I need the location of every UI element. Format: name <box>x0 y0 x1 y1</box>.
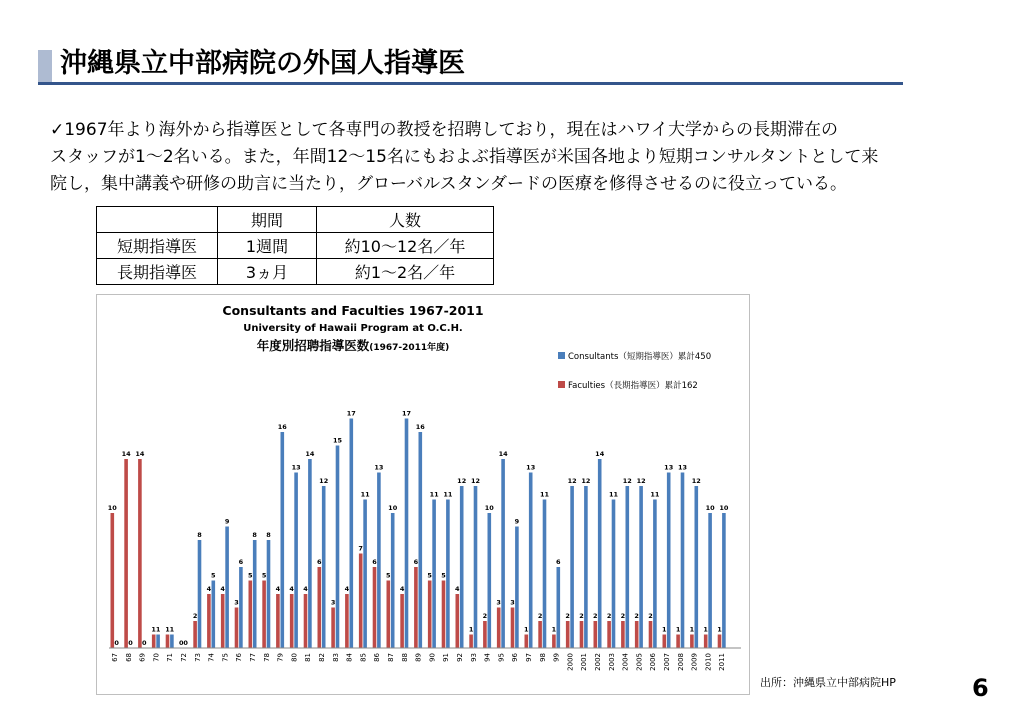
bar-faculties <box>235 608 239 649</box>
value-label-consultants: 13 <box>664 463 674 472</box>
x-tick-label: 2011 <box>718 653 727 671</box>
bar-chart <box>97 295 749 694</box>
bar-consultants <box>363 500 367 649</box>
bar-faculties <box>538 621 542 648</box>
chart-title: Consultants and Faculties 1967-2011 <box>222 303 484 318</box>
bar-faculties <box>621 621 625 648</box>
x-tick-label: 76 <box>235 653 244 662</box>
value-label-consultants: 11 <box>608 490 619 499</box>
value-label-faculties: 1 <box>689 625 695 634</box>
bar-consultants <box>156 635 160 649</box>
bar-faculties <box>690 635 694 649</box>
chart-frame <box>96 294 750 695</box>
bar-consultants <box>515 527 519 649</box>
value-label-consultants: 0 <box>183 639 188 647</box>
value-label-faculties: 4 <box>344 585 350 593</box>
bar-faculties <box>718 635 722 649</box>
value-label-consultants: 11 <box>443 490 453 499</box>
value-label-faculties: 5 <box>248 571 253 580</box>
x-tick-label: 2002 <box>594 653 602 671</box>
value-label-faculties: 5 <box>261 571 267 580</box>
value-label-consultants: 11 <box>360 490 370 499</box>
chart-subtitle: University of Hawaii Program at O.C.H. <box>243 323 463 334</box>
bar-consultants <box>695 486 699 648</box>
bar-consultants <box>170 635 174 649</box>
bar-faculties <box>607 621 611 648</box>
value-label-consultants: 11 <box>429 490 439 499</box>
value-label-faculties: 1 <box>468 625 474 634</box>
legend-label-consultants: Consultants（短期指導医）累計450 <box>568 352 712 362</box>
bar-faculties <box>193 621 197 648</box>
bar-consultants <box>639 486 643 648</box>
bar-consultants <box>626 486 630 648</box>
x-tick-label: 79 <box>276 653 285 662</box>
value-label-consultants: 9 <box>514 517 520 526</box>
value-label-faculties: 6 <box>317 558 322 566</box>
x-tick-label: 77 <box>249 653 257 662</box>
value-label-consultants: 17 <box>401 409 412 418</box>
bar-faculties <box>111 513 115 648</box>
bar-consultants <box>722 513 726 648</box>
bar-consultants <box>239 567 243 648</box>
bar-faculties <box>566 621 570 648</box>
x-tick-label: 83 <box>331 653 340 662</box>
x-tick-label: 89 <box>414 653 423 662</box>
bar-faculties <box>166 635 170 649</box>
value-label-consultants: 6 <box>238 558 244 566</box>
x-tick-label: 96 <box>511 653 520 662</box>
value-label-faculties: 3 <box>330 598 336 607</box>
value-label-faculties: 7 <box>358 544 363 553</box>
value-label-consultants: 9 <box>224 517 230 526</box>
value-label-faculties: 1 <box>524 625 529 634</box>
value-label-consultants: 8 <box>252 531 257 539</box>
intro-text <box>50 117 980 198</box>
value-label-consultants: 12 <box>622 477 632 485</box>
value-label-faculties: 14 <box>135 450 145 458</box>
bar-faculties <box>359 554 363 649</box>
value-label-faculties: 4 <box>275 585 281 593</box>
x-axis-tick-labels <box>111 652 726 670</box>
bar-consultants <box>432 500 436 649</box>
x-tick-label: 98 <box>538 653 547 662</box>
bar-consultants <box>294 473 298 649</box>
bar-faculties <box>290 594 294 648</box>
bar-faculties <box>262 581 266 649</box>
table-cell: 約10～12名／年 <box>317 233 494 259</box>
bar-consultants <box>488 513 492 648</box>
bar-faculties <box>276 594 280 648</box>
x-tick-label: 68 <box>124 653 133 662</box>
table-row <box>97 259 494 285</box>
value-label-faculties: 2 <box>482 612 488 620</box>
value-label-faculties: 2 <box>537 612 543 620</box>
value-label-faculties: 2 <box>620 612 626 620</box>
bar-faculties <box>414 567 418 648</box>
legend-swatch-faculties <box>558 381 565 388</box>
bar-faculties <box>221 594 225 648</box>
bar-faculties <box>635 621 639 648</box>
x-tick-label: 93 <box>469 653 478 662</box>
value-label-faculties: 5 <box>386 571 391 580</box>
bar-consultants <box>212 581 216 649</box>
x-tick-label: 70 <box>152 653 161 662</box>
bar-consultants <box>612 500 616 649</box>
value-label-faculties: 2 <box>565 612 570 620</box>
value-label-faculties: 4 <box>206 585 212 593</box>
x-tick-label: 87 <box>387 653 395 662</box>
x-tick-label: 2010 <box>704 653 713 671</box>
x-tick-label: 97 <box>525 653 533 662</box>
bar-consultants <box>336 446 340 649</box>
value-label-faculties: 0 <box>179 639 184 647</box>
bar-consultants <box>708 513 712 648</box>
value-label-consultants: 10 <box>705 504 715 512</box>
x-tick-label: 84 <box>345 653 354 662</box>
x-tick-label: 2006 <box>649 653 658 671</box>
value-label-faculties: 6 <box>413 558 419 566</box>
value-label-consultants: 1 <box>155 625 161 634</box>
bar-faculties <box>649 621 653 648</box>
x-tick-label: 2008 <box>676 653 685 671</box>
bar-consultants <box>225 527 229 649</box>
bar-consultants <box>653 500 657 649</box>
x-tick-label: 86 <box>373 653 382 662</box>
bar-consultants <box>308 459 312 648</box>
value-label-consultants: 6 <box>556 558 561 566</box>
bar-consultants <box>584 486 588 648</box>
x-tick-label: 82 <box>318 653 326 662</box>
bar-faculties <box>345 594 349 648</box>
value-label-consultants: 0 <box>142 639 147 647</box>
bar-consultants <box>529 473 533 649</box>
value-label-faculties: 5 <box>441 571 446 580</box>
value-label-faculties: 2 <box>606 612 612 620</box>
source-note: 出所：沖縄県立中部病院HP <box>760 676 896 689</box>
bar-consultants <box>322 486 326 648</box>
value-label-faculties: 2 <box>634 612 639 620</box>
value-label-consultants: 10 <box>484 504 494 512</box>
x-tick-label: 81 <box>304 653 313 662</box>
value-label-faculties: 2 <box>648 612 653 620</box>
value-label-consultants: 16 <box>415 423 425 431</box>
value-label-consultants: 12 <box>567 477 577 485</box>
value-label-consultants: 12 <box>319 477 329 485</box>
chart-title-jp-suffix: (1967-2011年度) <box>369 343 450 353</box>
bar-consultants <box>405 419 409 649</box>
bar-consultants <box>667 473 671 649</box>
bar-consultants <box>474 486 478 648</box>
value-label-faculties: 5 <box>427 571 432 580</box>
value-label-faculties: 2 <box>192 612 198 620</box>
intro-line-2: スタッフが1～2名いる。また，年間12～15名にもおよぶ指導医が米国各地より短期コンサルタントとして来 <box>50 147 879 167</box>
x-tick-label: 78 <box>262 653 271 662</box>
table-cell: 3ヵ月 <box>218 259 317 285</box>
intro-line-1: ✓1967年より海外から指導医として各専門の教授を招聘しており，現在はハワイ大学からの長期滞在の <box>50 120 838 140</box>
value-label-consultants: 8 <box>266 531 271 539</box>
table-cell: 約1～2名／年 <box>317 259 494 285</box>
bar-faculties <box>456 594 460 648</box>
bar-faculties <box>704 635 708 649</box>
bar-consultants <box>267 540 271 648</box>
table-cell: 長期指導医 <box>97 259 218 285</box>
value-label-consultants: 13 <box>374 463 384 472</box>
x-tick-label: 2000 <box>566 653 575 671</box>
bar-consultants <box>598 459 602 648</box>
bar-faculties <box>663 635 667 649</box>
bar-faculties <box>400 594 404 648</box>
value-label-faculties: 10 <box>107 504 117 512</box>
x-tick-label: 80 <box>290 653 299 662</box>
value-label-consultants: 0 <box>114 639 119 647</box>
value-label-faculties: 1 <box>662 625 667 634</box>
bar-faculties <box>497 608 501 649</box>
table-header-cell: 人数 <box>317 207 494 233</box>
bar-faculties <box>483 621 487 648</box>
bar-faculties <box>387 581 391 649</box>
bar-faculties <box>207 594 211 648</box>
value-label-consultants: 12 <box>470 477 481 485</box>
x-tick-label: 90 <box>428 653 437 662</box>
title-accent-bar <box>38 50 52 84</box>
value-label-consultants: 12 <box>581 477 591 485</box>
x-tick-label: 94 <box>483 653 492 662</box>
value-label-faculties: 4 <box>455 585 460 593</box>
value-label-consultants: 14 <box>498 450 508 458</box>
bar-faculties <box>428 581 432 649</box>
value-label-faculties: 4 <box>399 585 405 593</box>
bar-consultants <box>281 432 285 648</box>
x-tick-label: 72 <box>180 653 188 662</box>
value-label-consultants: 16 <box>277 423 287 431</box>
x-tick-label: 74 <box>207 653 216 662</box>
bar-faculties <box>511 608 515 649</box>
value-label-faculties: 1 <box>165 625 170 634</box>
bar-faculties <box>331 608 335 649</box>
bar-consultants <box>391 513 395 648</box>
x-tick-label: 95 <box>497 653 506 662</box>
title-underline <box>38 82 903 85</box>
table-cell: 1週間 <box>218 233 317 259</box>
value-label-consultants: 5 <box>211 571 216 580</box>
value-label-consultants: 14 <box>305 450 315 458</box>
bar-faculties <box>138 459 142 648</box>
bar-faculties <box>318 567 322 648</box>
intro-line-3: 院し，集中講義や研修の助言に当たり，グローバルスタンダードの医療を修得させるのに役立っている。 <box>50 174 847 194</box>
bar-faculties <box>152 635 156 649</box>
value-label-faculties: 3 <box>234 598 239 607</box>
bar-faculties <box>594 621 598 648</box>
page-number: 6 <box>972 674 989 702</box>
bar-faculties <box>469 635 473 649</box>
value-label-faculties: 4 <box>289 585 294 593</box>
value-label-faculties: 3 <box>496 598 501 607</box>
table-header-cell: 期間 <box>218 207 317 233</box>
x-tick-label: 71 <box>166 653 175 662</box>
x-tick-label: 88 <box>400 653 409 662</box>
value-label-consultants: 10 <box>719 504 729 512</box>
table-cell: 短期指導医 <box>97 233 218 259</box>
chart-bars <box>111 419 726 649</box>
chart-title-jp-main: 年度別招聘指導医数 <box>256 338 370 353</box>
bar-faculties <box>525 635 529 649</box>
value-label-consultants: 12 <box>457 477 467 485</box>
bar-consultants <box>419 432 423 648</box>
legend-swatch-consultants <box>558 352 565 359</box>
x-tick-label: 75 <box>221 653 230 662</box>
x-tick-label: 69 <box>138 653 147 662</box>
value-label-consultants: 8 <box>197 531 202 539</box>
bar-consultants <box>198 540 202 648</box>
value-label-consultants: 1 <box>169 625 175 634</box>
value-label-consultants: 12 <box>636 477 646 485</box>
bar-consultants <box>446 500 450 649</box>
bar-consultants <box>557 567 561 648</box>
value-label-consultants: 10 <box>388 504 398 512</box>
value-label-faculties: 1 <box>551 625 557 634</box>
bar-consultants <box>501 459 505 648</box>
x-tick-label: 2001 <box>580 653 589 671</box>
value-label-consultants: 0 <box>128 639 133 647</box>
x-tick-label: 2003 <box>607 653 616 671</box>
value-label-faculties: 14 <box>121 450 131 458</box>
x-tick-label: 73 <box>193 653 202 662</box>
value-label-consultants: 11 <box>650 490 660 499</box>
x-tick-label: 91 <box>442 653 451 662</box>
x-tick-label: 85 <box>359 653 368 662</box>
x-tick-label: 2007 <box>663 653 671 671</box>
table-header-cell <box>97 207 218 233</box>
bar-consultants <box>543 500 547 649</box>
bar-faculties <box>249 581 253 649</box>
legend-label-faculties: Faculties（長期指導医）累計162 <box>568 381 698 391</box>
value-label-faculties: 2 <box>579 612 584 620</box>
x-tick-label: 67 <box>111 653 119 662</box>
bar-consultants <box>377 473 381 649</box>
bar-consultants <box>460 486 464 648</box>
value-label-consultants: 13 <box>677 463 688 472</box>
value-label-consultants: 11 <box>539 490 550 499</box>
bar-faculties <box>304 594 308 648</box>
bar-consultants <box>350 419 354 649</box>
bar-faculties <box>676 635 680 649</box>
bar-faculties <box>580 621 584 648</box>
bar-faculties <box>442 581 446 649</box>
bar-faculties <box>373 567 377 648</box>
table-header-row <box>97 207 494 233</box>
advisor-table <box>96 206 494 285</box>
chart-legend <box>558 351 711 391</box>
bar-consultants <box>253 540 257 648</box>
value-label-consultants: 12 <box>691 477 701 485</box>
page-title: 沖縄県立中部病院の外国人指導医 <box>60 48 465 79</box>
x-tick-label: 2009 <box>690 653 699 671</box>
x-tick-label: 2005 <box>635 653 644 671</box>
value-label-faculties: 4 <box>220 585 225 593</box>
bar-faculties <box>552 635 556 649</box>
bar-consultants <box>570 486 574 648</box>
chart-title-jp <box>257 338 450 353</box>
value-label-faculties: 1 <box>151 625 156 634</box>
value-label-consultants: 13 <box>291 463 301 472</box>
value-label-faculties: 6 <box>372 558 377 566</box>
value-label-faculties: 1 <box>703 625 708 634</box>
value-label-consultants: 17 <box>346 409 356 418</box>
table-row <box>97 233 494 259</box>
value-label-faculties: 4 <box>303 585 308 593</box>
x-tick-label: 99 <box>552 653 561 662</box>
value-label-consultants: 15 <box>332 436 343 445</box>
x-tick-label: 92 <box>456 653 464 662</box>
value-label-faculties: 1 <box>675 625 681 634</box>
value-label-consultants: 14 <box>595 450 605 458</box>
value-label-faculties: 3 <box>510 598 515 607</box>
bar-consultants <box>681 473 685 649</box>
value-label-consultants: 13 <box>526 463 536 472</box>
bar-faculties <box>124 459 128 648</box>
value-label-faculties: 2 <box>593 612 598 620</box>
x-tick-label: 2004 <box>621 653 630 671</box>
value-label-faculties: 1 <box>717 625 722 634</box>
